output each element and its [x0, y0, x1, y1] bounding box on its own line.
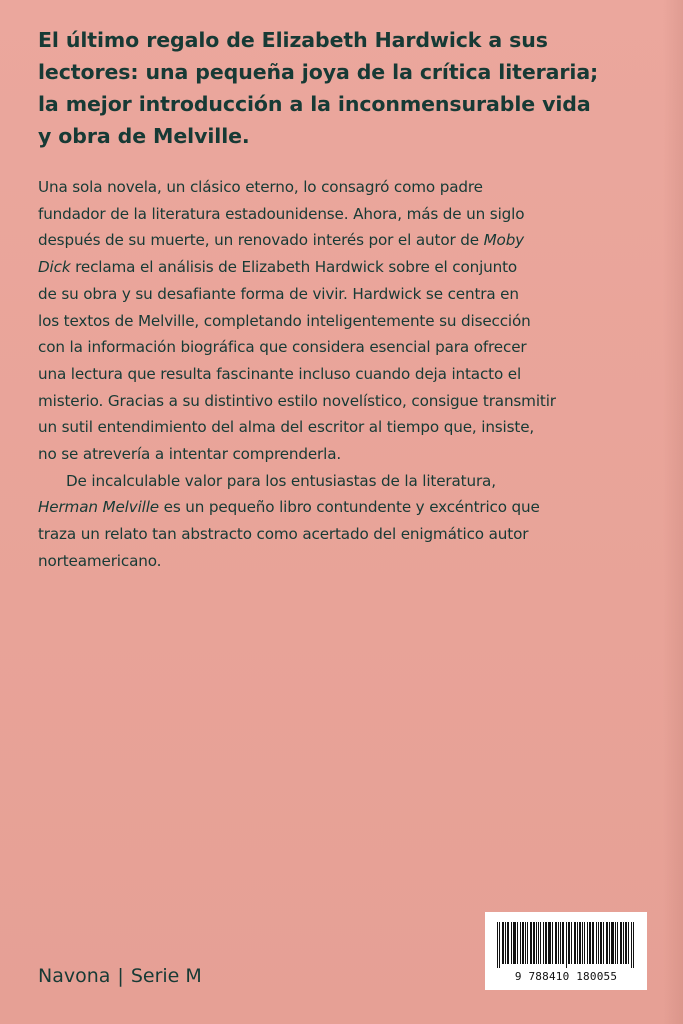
book-title-moby: Moby	[483, 231, 525, 250]
barcode-bar	[555, 922, 556, 964]
barcode-bar	[631, 922, 632, 968]
barcode-bar	[575, 922, 576, 964]
synopsis-line: Una sola novela, un clásico eterno, lo consagró como padre	[38, 178, 483, 196]
synopsis-line: con la información biográfica que considera esencial para ofrecer	[38, 338, 527, 357]
barcode-bar	[543, 922, 544, 964]
barcode-bar	[601, 922, 602, 964]
barcode-bar	[514, 922, 515, 964]
barcode-bar	[607, 922, 608, 964]
barcode-bar	[600, 922, 601, 964]
barcode-bar	[513, 922, 514, 964]
barcode-bar	[505, 922, 506, 964]
barcode-bar	[511, 922, 512, 964]
barcode-bar	[533, 922, 534, 964]
barcode-bar	[527, 922, 528, 964]
barcode-bar	[584, 922, 585, 964]
synopsis-line	[38, 254, 658, 281]
barcode-bar	[531, 922, 532, 964]
barcode-bar	[569, 922, 570, 964]
headline	[38, 24, 648, 152]
series-name: Serie M	[130, 965, 202, 987]
barcode-bar	[523, 922, 524, 964]
synopsis-line	[38, 227, 658, 254]
barcode-bar	[580, 922, 581, 964]
barcode-bar	[538, 922, 539, 964]
synopsis-line: De incalculable valor para los entusiastas de la literatura,	[66, 471, 496, 490]
synopsis-line: norteamericano.	[38, 551, 162, 570]
barcode-bar	[587, 922, 588, 964]
barcode-bar	[598, 922, 599, 964]
barcode-bar	[592, 922, 593, 964]
publisher-name: Navona	[38, 965, 111, 987]
imprint	[38, 964, 202, 988]
barcode-bar	[611, 922, 612, 964]
barcode-bar	[517, 922, 518, 964]
barcode-bar	[546, 922, 547, 964]
barcode-bar	[520, 922, 521, 964]
headline-line: y obra de Melville.	[38, 124, 250, 148]
barcode-bar	[562, 922, 563, 964]
barcode-bar	[502, 922, 503, 964]
barcode-bar	[503, 922, 504, 964]
synopsis-text: después de su muerte, un renovado interés por el autor de	[38, 231, 484, 250]
headline-line: lectores: una pequeña joya de la crítica literaria;	[38, 60, 599, 84]
barcode-bar	[617, 922, 618, 964]
barcode-bar	[612, 922, 613, 964]
synopsis-line: los textos de Melville, completando inteligentemente su disección	[38, 311, 531, 330]
synopsis-line: fundador de la literatura estadounidense. Ahora, más de un siglo	[38, 204, 525, 223]
barcode-bar	[633, 922, 634, 968]
barcode-bar	[536, 922, 537, 964]
isbn-barcode	[485, 912, 647, 990]
barcode-bar	[508, 922, 509, 964]
book-title-herman-melville: Herman Melville	[38, 498, 159, 517]
barcode-bar	[507, 922, 508, 964]
barcode-bar	[596, 922, 597, 964]
barcode-bar	[549, 922, 550, 964]
barcode-bar	[497, 922, 498, 968]
barcode-bar	[515, 922, 516, 964]
synopsis-line: un sutil entendimiento del alma del escritor al tiempo que, insiste,	[38, 418, 535, 437]
barcode-bar	[590, 922, 591, 964]
barcode-bar	[550, 922, 551, 964]
barcode-bar	[563, 922, 564, 964]
barcode-bar	[628, 922, 629, 964]
barcode-bar	[522, 922, 523, 964]
barcode-bar	[558, 922, 559, 964]
barcode-bar	[534, 922, 535, 964]
barcode-bar	[540, 922, 541, 964]
barcode-bar	[548, 922, 549, 964]
barcode-bar	[577, 922, 578, 964]
barcode-bar	[613, 922, 614, 964]
barcode-bar	[626, 922, 627, 964]
synopsis-text: es un pequeño libro contundente y excéntrico que	[158, 498, 540, 517]
barcode-bar	[525, 922, 526, 964]
imprint-separator: |	[117, 965, 124, 987]
barcode-bar	[582, 922, 583, 964]
headline-line: El último regalo de Elizabeth Hardwick a sus	[38, 28, 548, 52]
barcode-bar	[589, 922, 590, 964]
headline-line: la mejor introducción a la inconmensurable vida	[38, 92, 591, 116]
synopsis-line: misterio. Gracias a su distintivo estilo novelístico, consigue transmitir	[38, 391, 556, 410]
barcode-bar	[606, 922, 607, 964]
synopsis-line: de su obra y su desafiante forma de vivir. Hardwick se centra en	[38, 284, 519, 303]
barcode-bar	[571, 922, 572, 964]
barcode-bars	[497, 922, 635, 968]
barcode-bar	[625, 922, 626, 964]
barcode-bar	[609, 922, 610, 964]
synopsis-line: no se atrevería a intentar comprenderla.	[38, 445, 342, 464]
barcode-bar	[552, 922, 553, 964]
barcode-bar	[579, 922, 580, 964]
synopsis-line: una lectura que resulta fascinante incluso cuando deja intacto el	[38, 364, 522, 383]
barcode-bar	[560, 922, 561, 964]
synopsis-text: reclama el análisis de Elizabeth Hardwick sobre el conjunto	[70, 258, 518, 277]
barcode-bar	[530, 922, 531, 964]
isbn-number: 9 788410 180055	[514, 970, 618, 983]
cover-edge-shadow	[663, 0, 683, 1024]
barcode-bar	[556, 922, 557, 964]
barcode-bar	[620, 922, 621, 964]
book-title-dick: Dick	[38, 258, 71, 277]
barcode-bar	[574, 922, 575, 964]
barcode-bar	[603, 922, 604, 964]
synopsis-line: traza un relato tan abstracto como acertado del enigmático autor	[38, 525, 529, 544]
barcode-bar	[593, 922, 594, 964]
barcode-bar	[545, 922, 546, 964]
barcode-bar	[566, 922, 567, 968]
synopsis-line	[38, 494, 658, 521]
barcode-bar	[568, 922, 569, 964]
synopsis	[38, 174, 658, 575]
barcode-bar	[623, 922, 624, 964]
barcode-bar	[499, 922, 500, 968]
barcode-bar	[621, 922, 622, 964]
barcode-bar	[615, 922, 616, 964]
